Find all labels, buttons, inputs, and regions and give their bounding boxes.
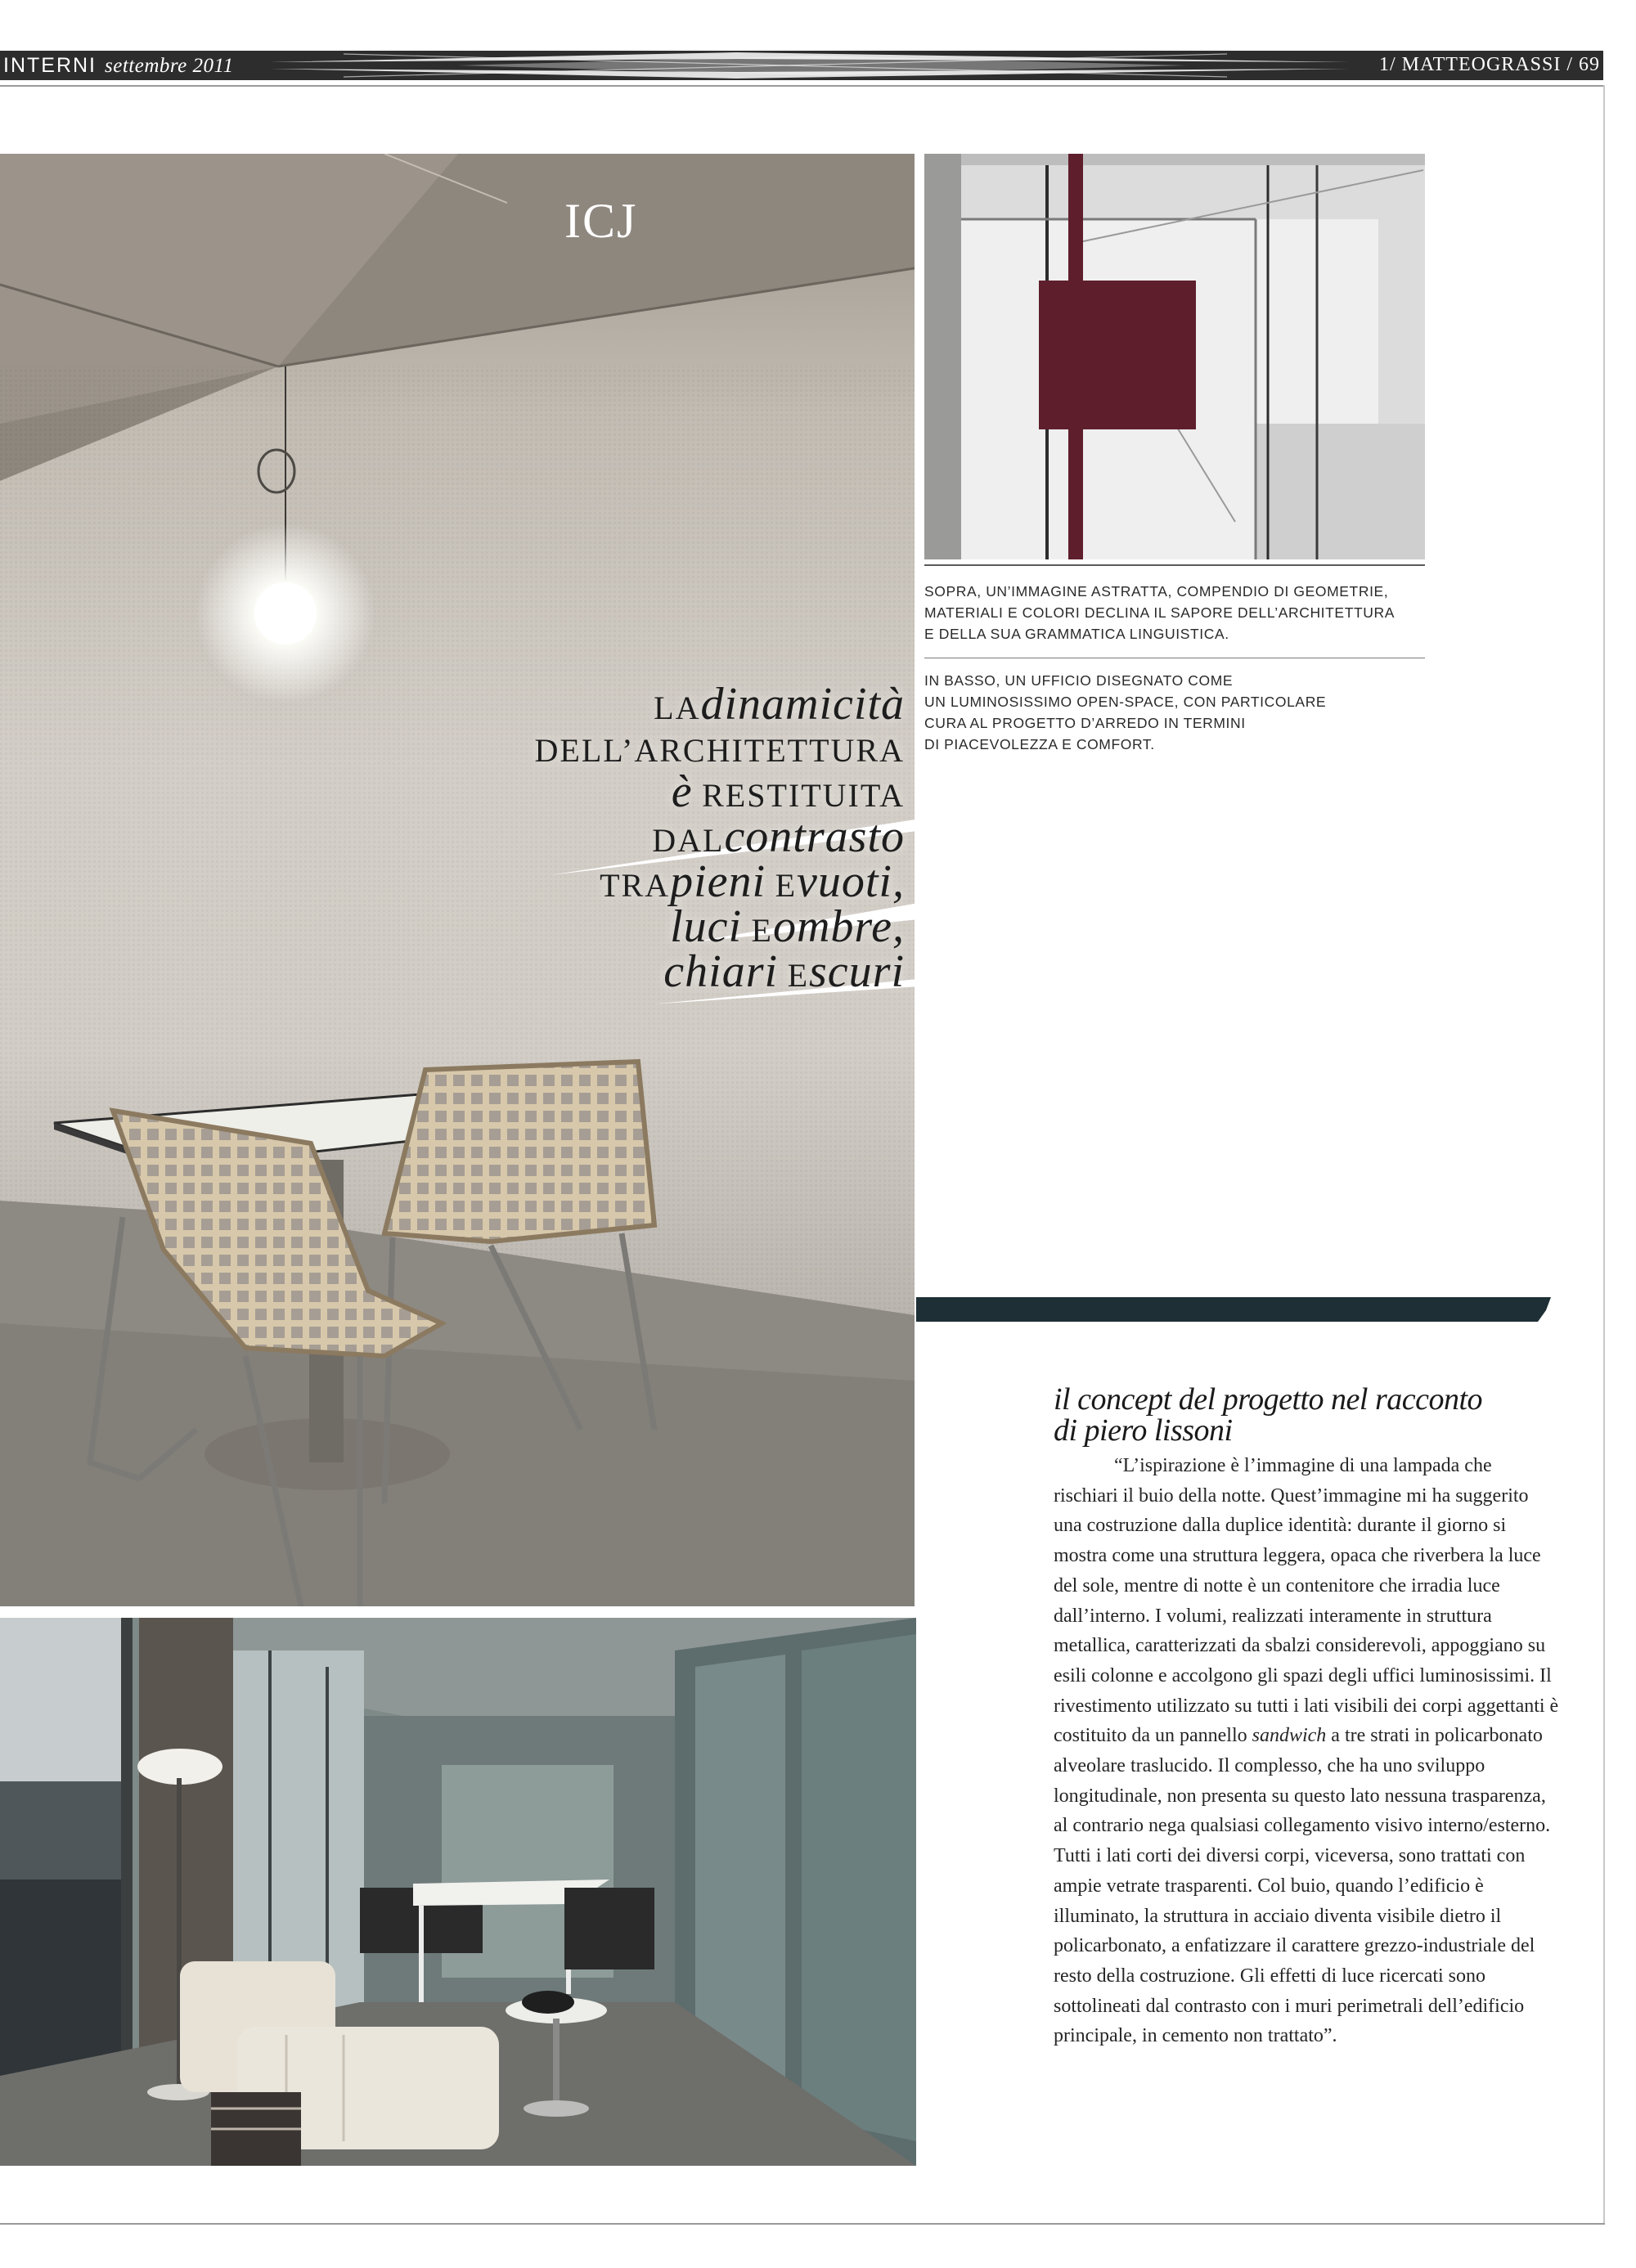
magazine-name: INTERNI <box>3 54 97 77</box>
quote-word: è <box>671 766 693 817</box>
article-body-part2: a tre strati in policarbonato alveolare traslucido. Il complesso, che ha uno sviluppo longitudinale, non presenta su questo lato nessuna trasparenza, al contrario nega qualsiasi collegamento visivo interno/esterno. Tutti i lati corti dei diversi corpi, viceversa, sono trattati con ampie vetrate trasparenti. Col buio, quando l’edificio è illuminato, la struttura in acciaio diventa visibile dietro il policarbonato, a enfatizzare il carattere grezzo-industriale del resto della costruzione. Gli effetti di luce ricercati sono sottolineati dal contrasto con i muri perimetrali dell’edificio principale, in cemento non trattato”. <box>1054 1725 1551 2047</box>
running-header <box>0 51 1603 80</box>
quote-word: pieni <box>670 856 766 907</box>
article-title <box>1054 1384 1561 1446</box>
photo-open-space-office <box>0 1618 916 2166</box>
caption-bottom: IN BASSO, UN UFFICIO DISEGNATO COME UN LUMINOSISSIMO OPEN-SPACE, CON PARTICOLARE CURA AL PROGETTO D’ARREDO IN TERMINI DI PIACEVOLEZZA E COMFORT. <box>924 672 1327 752</box>
article-title-line1: il concept del progetto nel racconto <box>1054 1382 1483 1417</box>
photo-abstract-scene <box>924 154 1425 559</box>
header-left <box>3 54 234 78</box>
header-rule <box>0 85 1603 87</box>
header-ornament <box>0 51 1603 80</box>
quote-word: scuri <box>809 946 905 997</box>
pull-quote <box>398 679 905 997</box>
quote-word: TRA <box>600 867 671 904</box>
quote-word: DAL <box>652 822 725 859</box>
article-body-emphasis: sandwich <box>1252 1725 1327 1747</box>
quote-word: E <box>787 957 809 994</box>
quote-word: contrasto <box>724 811 905 862</box>
photo-chairs-interior <box>0 154 915 1606</box>
photo-office-scene <box>0 1618 916 2166</box>
quote-word: DELL’ARCHITETTURA <box>534 732 905 769</box>
photo-abstract-geometry <box>924 154 1425 559</box>
article-body <box>1054 1451 1561 2051</box>
page-border <box>1603 85 1605 2224</box>
quote-word: chiari <box>663 946 779 997</box>
captions-block <box>924 564 1425 755</box>
page-reference: 1/ MATTEOGRASSI / 69 <box>1378 54 1600 75</box>
quote-word: luci <box>670 901 743 952</box>
quote-word: E <box>751 912 773 949</box>
article <box>1054 1384 1561 2051</box>
quote-word: ombre, <box>772 901 905 952</box>
section-divider-bar <box>916 1297 1551 1322</box>
caption-rule <box>924 564 1425 566</box>
footer-rule <box>0 2223 1605 2225</box>
quote-word: vuoti, <box>797 856 905 907</box>
quote-word: LA <box>654 689 701 726</box>
quote-word: RESTITUITA <box>702 777 905 814</box>
burgundy-panel <box>1039 281 1196 429</box>
caption-top: SOPRA, UN’IMMAGINE ASTRATTA, COMPENDIO DI GEOMETRIE, MATERIALI E COLORI DECLINA IL SAPORE DELL’ARCHITETTURA E DELLA SUA GRAMMATICA LINGUISTICA. <box>924 583 1396 642</box>
article-body-part1: “L’ispirazione è l’immagine di una lampada che rischiari il buio della notte. Quest’immagine mi ha suggerito una costruzione dalla duplice identità: durante il giorno si mostra come una struttura leggera, opaca che riverbera la luce del sole, mentre di notte è un contenitore che irradia luce dall’interno. I volumi, realizzati interamente in struttura metallica, caratterizzati da sbalzi considerevoli, appoggiano su esili colonne e accolgono gli spazi degli uffici luminosissimi. Il rivestimento utilizzato su tutti i lati visibili dei corpi aggettanti è costituito da un pannello <box>1054 1455 1559 1747</box>
section-divider-shape <box>916 1297 1551 1322</box>
icj-logo <box>564 194 638 248</box>
article-title-line2: di piero lissoni <box>1054 1413 1233 1448</box>
issue-date: settembre 2011 <box>105 55 234 77</box>
quote-word: E <box>775 867 798 904</box>
quote-word: dinamicità <box>700 679 905 730</box>
icj-logo-text: ICJ <box>564 194 638 248</box>
